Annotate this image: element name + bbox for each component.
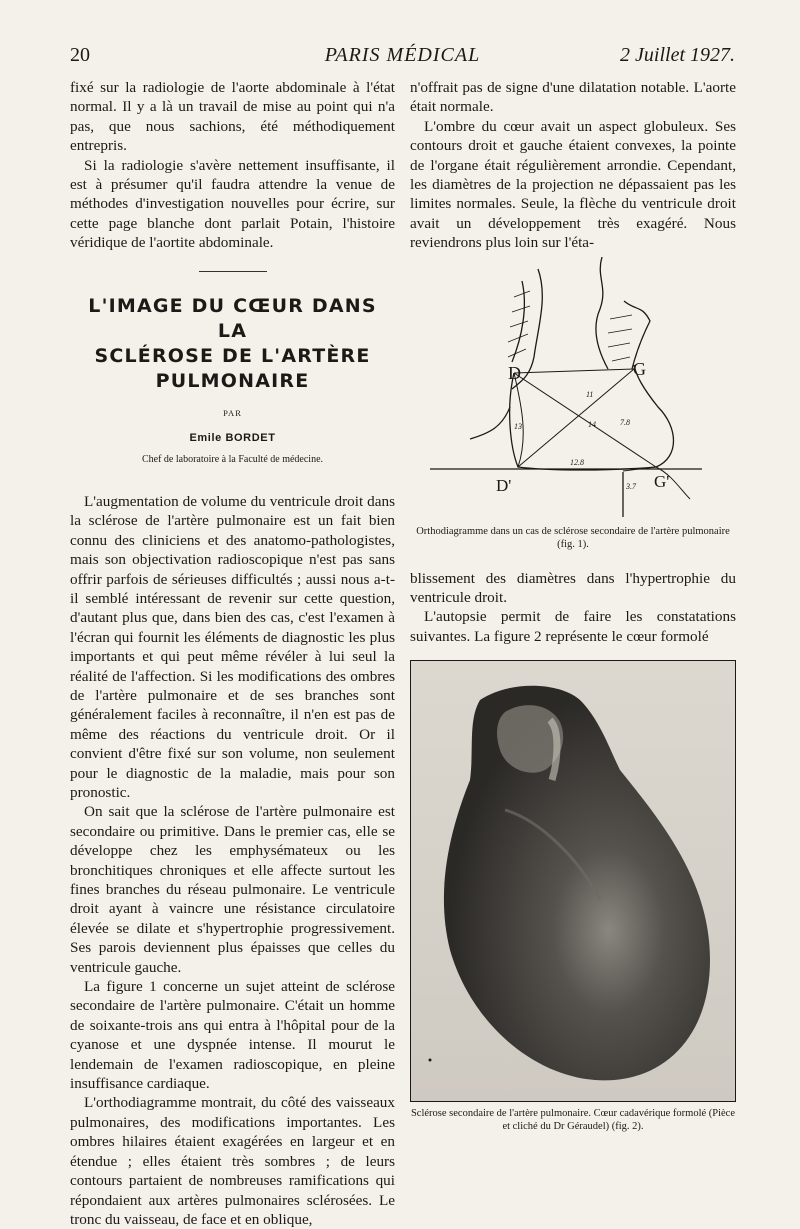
figure-2-caption: Sclérose secondaire de l'artère pulmonaire. Cœur cadavérique formolé (Pièce et cliché du Dr Géraudel) (fig. 2).	[410, 1108, 736, 1133]
article-title	[70, 294, 395, 394]
left-column	[70, 78, 395, 1229]
prev-article-paragraph: Si la radiologie s'avère nettement insuffisante, il est à présumer qu'il faudra attendre la venue de méthodes d'investigation nouvelles pour écrire, sur cette page blanche dont parlait Potain, l'histoire véridique de l'aortite abdominale.	[70, 156, 395, 252]
body-paragraph: blissement des diamètres dans l'hypertrophie du ventricule droit.	[410, 569, 736, 607]
measure-label: 7.8	[620, 417, 630, 427]
body-paragraph: n'offrait pas de signe d'une dilatation notable. L'aorte était normale.	[410, 79, 736, 116]
body-paragraph: L'ombre du cœur avait un aspect globuleux. Ses contours droit et gauche étaient convexes, la pointe de l'organe était régulièrement arrondie. Cependant, les diamètres de la projection ne dépassaient pas les limites normales. Seule, la flèche du ventricule droit avait un développement très exagéré. Nous reviendrons plus loin sur l'éta-	[410, 117, 736, 252]
orthodiagram-drawing	[410, 257, 736, 519]
body-paragraph: On sait que la sclérose de l'artère pulmonaire est secondaire ou primitive. Dans le premier cas, elle se développe chez les emphysémateux ou les bronchitiques chroniques et elle affecte surtout les fines branches du réseau pulmonaire. Le ventricule droit ayant à vaincre une résistance circulatoire élevée se dilate et s'hypertrophie progressivement. Ses parois deviennent plus épaisses que celles du ventricule gauche.	[70, 803, 395, 976]
running-head	[70, 44, 735, 74]
issue-date: 2 Juillet 1927.	[620, 44, 735, 66]
vessel-outline	[512, 281, 524, 362]
byline-par: PAR	[223, 407, 242, 418]
vessel-outline	[470, 407, 510, 439]
article-title-line: PULMONAIRE	[155, 369, 310, 392]
measure-label: 11	[586, 389, 594, 399]
body-paragraph: La figure 1 concerne un sujet atteint de sclérose secondaire de l'artère pulmonaire. C'était un homme de soixante-trois ans qui entra à l'hôpital pour de la cyanose et une dyspnée intense. Il mourut le lendemain de l'examen radioscopique, en pleine insuffisance cardiaque.	[70, 978, 395, 1093]
prev-article-paragraph: fixé sur la radiologie de l'aorte abdominale à l'état normal. Il y a là un travail de mise au point qui n'a pas, que nous sachions, été méthodiquement entrepris.	[70, 79, 395, 155]
measure-label: 14	[588, 419, 596, 429]
heart-contour	[508, 362, 674, 470]
measure-label: 12.8	[570, 457, 584, 467]
measure-label: 3.7	[626, 481, 636, 491]
article-separator	[199, 271, 267, 272]
body-paragraph: L'autopsie permit de faire les constatations suivantes. La figure 2 représente le cœur formolé	[410, 608, 736, 645]
diameter-line	[518, 369, 634, 467]
vessel-outline	[596, 257, 608, 369]
article-title-line: SCLÉROSE DE L'ARTÈRE	[94, 344, 371, 367]
label-D: D	[508, 362, 521, 383]
author-name: Emile BORDET	[189, 432, 276, 445]
label-D-prime: D'	[496, 475, 512, 495]
journal-title: PARIS MÉDICAL	[324, 44, 481, 66]
measure-label: 13	[514, 421, 522, 431]
right-column	[410, 78, 736, 1133]
label-G-prime: G'	[654, 471, 670, 491]
figure-1-caption: Orthodiagramme dans un cas de sclérose secondaire de l'artère pulmonaire (fig. 1).	[416, 525, 730, 550]
page-number: 20	[70, 44, 90, 66]
label-G: G	[633, 358, 646, 379]
diameter-line	[514, 369, 634, 373]
author-affiliation: Chef de laboratoire à la Faculté de médecine.	[141, 454, 324, 466]
figure-1-orthodiagram	[410, 257, 736, 519]
heart-photo	[410, 660, 736, 1102]
article-title-line: L'IMAGE DU CŒUR DANS LA	[88, 294, 377, 342]
body-paragraph: L'orthodiagramme montrait, du côté des vaisseaux pulmonaires, des modifications importantes. Les ombres hilaires étaient exagérées en largeur et en étendue ; elles étaient très sombres ; de leurs contours partaient de nombreuses ramifications qui répondaient aux artères pulmonaires sclérosées. Le tronc du vaisseau, de face et en oblique,	[70, 1094, 395, 1228]
figure-2-photograph	[410, 660, 736, 1102]
body-paragraph: L'augmentation de volume du ventricule droit dans la sclérose de l'artère pulmonaire est un fait bien connu des cliniciens et des anatomo-pathologistes, mais son objectivation radioscopique n'est pas sans offrir parfois de sérieuses difficultés ; aussi nous a-t-il semblé intéressant de revenir sur cette question, d'autant plus que, dans bien des cas, c'est l'examen à l'écran qui fournit les éléments de diagnostic les plus importants et qui peut même révéler à lui seul la réalité de l'affection. Si les modifications des ombres de l'artère pulmonaire et de ses branches sont généralement faciles à reconnaître, il n'en est pas de même des réactions du ventricule droit. Or il convient d'être fixé sur son volume, non seulement pour le diagnostic de la maladie, mais pour son pronostic.	[70, 492, 395, 801]
